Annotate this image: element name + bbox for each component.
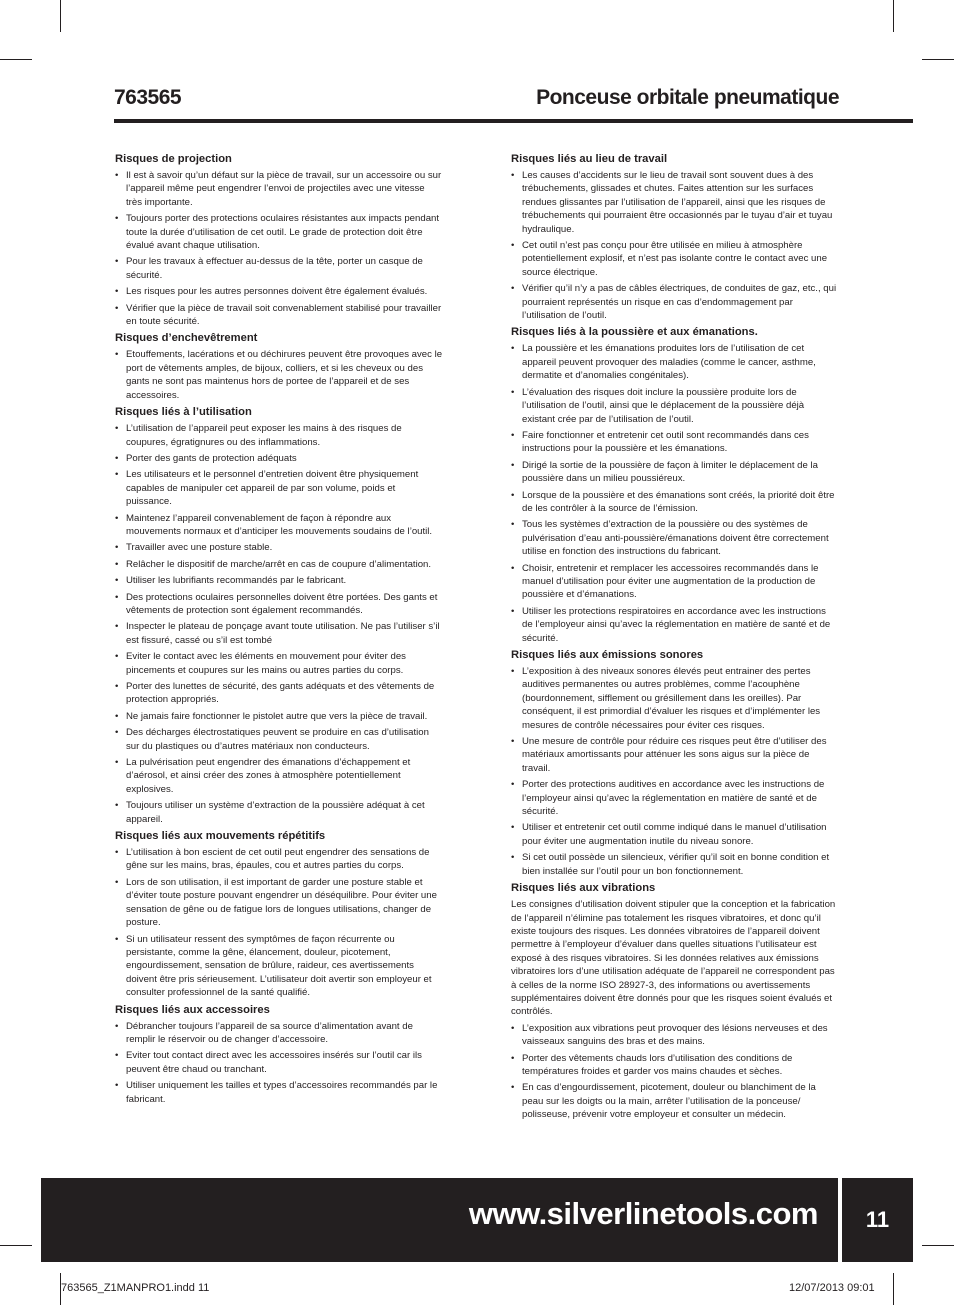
- bullet-item: • Porter des gants de protection adéquats: [115, 452, 443, 465]
- bullet-item: • Les causes d’accidents sur le lieu de travail sont souvent dues à des trébuchements, glissades et chutes. Faites attention sur les surfaces rendues glissantes par l’utilisation de l’appareil, ainsi que les risques de trébuchements qui pourraient être occasionnés par le tuyau d’air et tuyau hydraulique.: [511, 169, 839, 236]
- bullet-item: • Travailler avec une posture stable.: [115, 541, 443, 554]
- right-column: [511, 150, 839, 1125]
- bullet-item: • Lorsque de la poussière et des émanations sont créés, la priorité doit être de les contrôler à la source de l’émission.: [511, 489, 839, 516]
- crop-mark: [60, 0, 61, 32]
- section-title: Risques liés aux accessoires: [115, 1003, 270, 1016]
- bullet-item: • L’évaluation des risques doit inclure la poussière produite lors de l’utilisation de l’outil, ainsi que le déplacement de la poussière déjà existant crée par de l’utilisation de l’outil.: [511, 386, 839, 426]
- bullet-item: • Vérifier que la pièce de travail soit convenablement stabilisé pour travailler en toute sécurité.: [115, 302, 443, 329]
- website-url: www.silverlinetools.com: [468, 1196, 818, 1231]
- bullet-item: • Maintenez l’appareil convenablement de façon à répondre aux mouvements normaux et d’anticiper les mouvements soudains de l’outil.: [115, 512, 443, 539]
- bullet-item: • Toujours utiliser un système d’extraction de la poussière adéquat à cet appareil.: [115, 799, 443, 826]
- crop-mark: [922, 59, 954, 60]
- bullet-item: • Si un utilisateur ressent des symptômes de façon récurrente ou persistante, comme la gêne, élancement, douleur, picotement, engourdissement, sensation de brûlure, raideur, ces avertissements doivent être pris sérieusement. L’utilisateur doit avertir son employeur et consulter professionnel de la santé qualifié.: [115, 933, 443, 1000]
- bullet-item: • Inspecter le plateau de ponçage avant toute utilisation. Ne pas l’utiliser s’il est fissuré, cassé ou s’il est tombé: [115, 620, 443, 647]
- crop-mark: [893, 1273, 894, 1305]
- bullet-list: [511, 1022, 839, 1122]
- product-code: 763565: [114, 86, 182, 109]
- bullet-item: • Cet outil n’est pas conçu pour être utilisée en milieu à atmosphère potentiellement explosif, et n’est pas isolante contre le contact avec une source électrique.: [511, 239, 839, 279]
- crop-mark: [922, 1245, 954, 1246]
- bullet-item: • Utiliser les protections respiratoires en accordance avec les instructions de l’employeur ainsi qu’avec la réglementation en matière de santé et de sécurité.: [511, 605, 839, 645]
- bullet-list: [511, 169, 839, 322]
- bullet-item: • L’utilisation à bon escient de cet outil peut engendrer des sensations de gêne sur les mains, bras, épaules, cou et autres parties du corps.: [115, 846, 443, 873]
- bullet-item: • Tous les systèmes d’extraction de la poussière ou des systèmes de pulvérisation d’eau anti-poussière/émanations doivent être correctement utilise en fonction des instructions du fabricant.: [511, 518, 839, 558]
- bullet-item: • Dirigé la sortie de la poussière de façon à limiter le déplacement de la poussière dans un milieu poussiéreux.: [511, 459, 839, 486]
- bullet-item: • Utiliser et entretenir cet outil comme indiqué dans le manuel d’utilisation pour éviter une augmentation inutile du niveau sonore.: [511, 821, 839, 848]
- bullet-item: • La pulvérisation peut engendrer des émanations d’échappement et d’aérosol, et ainsi créer des zones à atmosphère potentiellement explosives.: [115, 756, 443, 796]
- section-title: Risques de projection: [115, 153, 232, 165]
- bullet-item: • Des décharges électrostatiques peuvent se produire en cas d’utilisation sur du plastiques ou d’autres matériaux non conducteurs.: [115, 726, 443, 753]
- page-number: 11: [865, 1207, 890, 1232]
- bullet-item: • Utiliser les lubrifiants recommandés par le fabricant.: [115, 574, 443, 587]
- left-column: [115, 150, 443, 1109]
- bullet-item: • Faire fonctionner et entretenir cet outil sont recommandés dans ces instructions pour la poussière et les émanations.: [511, 429, 839, 456]
- section-title: Risques liés aux vibrations: [511, 882, 656, 895]
- bullet-item: • Choisir, entretenir et remplacer les accessoires recommandés dans le manuel d’utilisation pour éviter une augmentation de la production de poussière et d’émanations.: [511, 562, 839, 602]
- footer-bar: [41, 1178, 913, 1262]
- bullet-list: [115, 169, 443, 328]
- bullet-item: • Lors de son utilisation, il est important de garder une posture stable et d’éviter toute posture pouvant engendrer un déséquilibre. Pour éviter une sensation de gêne ou de fatigue lors de longues utilisations, changer de posture.: [115, 876, 443, 930]
- bullet-item: • Les utilisateurs et le personnel d’entretien doivent être physiquement capables de manipuler cet appareil de par son volume, poids et puissance.: [115, 468, 443, 508]
- bullet-item: • L’exposition aux vibrations peut provoquer des lésions nerveuses et des vaisseaux sanguins des bras et des mains.: [511, 1022, 839, 1049]
- section-title: Risques liés au lieu de travail: [511, 153, 668, 165]
- header-divider: [114, 119, 913, 123]
- bullet-item: • Toujours porter des protections oculaires résistantes aux impacts pendant toute la durée d’utilisation de cet outil. Le grade de protection doit être évalué avant chaque utilisation.: [115, 212, 443, 252]
- bullet-item: • Pour les travaux à effectuer au-dessus de la tête, porter un casque de sécurité.: [115, 255, 443, 282]
- bullet-item: • Il est à savoir qu’un défaut sur la pièce de travail, sur un accessoire ou sur l’appareil même peut engendrer l’envoi de projectiles avec une vitesse très importante.: [115, 169, 443, 209]
- bullet-item: • Débrancher toujours l’appareil de sa source d’alimentation avant de remplir le réservoir ou de changer d’accessoire.: [115, 1020, 443, 1047]
- section-title: Risques d’enchevêtrement: [115, 332, 258, 345]
- bullet-item: • Porter des vêtements chauds lors d’utilisation des conditions de températures froides et garder vos mains chaudes et sèches.: [511, 1052, 839, 1079]
- bullet-list: [115, 348, 443, 402]
- bullet-list: [511, 665, 839, 878]
- section-title: Risques liés aux émissions sonores: [511, 649, 704, 661]
- bullet-item: • La poussière et les émanations produites lors de l’utilisation de cet appareil peuvent provoquer des maladies (comme le cancer, asthme, dermatite et d’anomalies congénitales).: [511, 342, 839, 382]
- print-slug-datetime: 12/07/2013 09:01: [789, 1282, 875, 1294]
- bullet-item: • Utiliser uniquement les tailles et types d’accessoires recommandés par le fabricant.: [115, 1079, 443, 1106]
- bullet-item: • Eviter le contact avec les éléments en mouvement pour éviter des pincements et coupures sur les mains ou autres parties du corps.: [115, 650, 443, 677]
- section-title: Risques liés à la poussière et aux émanations.: [511, 326, 758, 339]
- bullet-list: [115, 846, 443, 999]
- bullet-item: • Des protections oculaires personnelles doivent être portées. Des gants et vêtements de protection sont également recommandés.: [115, 591, 443, 618]
- bullet-item: • Les risques pour les autres personnes doivent être également évalués.: [115, 285, 443, 298]
- crop-mark: [0, 1245, 32, 1246]
- bullet-item: • Ne jamais faire fonctionner le pistolet autre que vers la pièce de travail.: [115, 710, 443, 723]
- bullet-item: • Porter des lunettes de sécurité, des gants adéquats et des vêtements de protection appropriés.: [115, 680, 443, 707]
- bullet-item: • En cas d’engourdissement, picotement, douleur ou blanchiment de la peau sur les doigts ou la main, arrêter l’utilisation de la ponceuse/ polisseuse, prévenir votre employeur et consulter un médecin.: [511, 1081, 839, 1121]
- bullet-item: • Si cet outil possède un silencieux, vérifier qu’il soit en bonne condition et bien installée sur l’outil pour un bon fonctionnement.: [511, 851, 839, 878]
- bullet-list: [511, 342, 839, 645]
- bullet-item: • Etouffements, lacérations et ou déchirures peuvent être provoques avec le port de vêtements amples, de bijoux, colliers, et si les cheveux ou des gants ne sont pas maintenus hors de portee de l’appareil et de ses accessoires.: [115, 348, 443, 402]
- page-title: Ponceuse orbitale pneumatique: [536, 86, 839, 109]
- bullet-list: [115, 1020, 443, 1106]
- bullet-item: • L’exposition à des niveaux sonores élevés peut entrainer des pertes auditives permanentes ou autres problèmes, comme l’acouphène (bourdonnement, sifflement ou grésillement dans les oreilles). Par conséquent, il est primordial d’évaluer les risques et d’implémenter les mesures de contrôle nécessaires pour éviter ces risques.: [511, 665, 839, 732]
- bullet-item: • Porter des protections auditives en accordance avec les instructions de l’employeur ainsi qu’avec la réglementation en matière de santé et de sécurité.: [511, 778, 839, 818]
- crop-mark: [0, 59, 32, 60]
- section-title: Risques liés à l’utilisation: [115, 406, 252, 419]
- section-title: Risques liés aux mouvements répétitifs: [115, 830, 326, 843]
- bullet-list: [115, 422, 443, 826]
- crop-mark: [893, 0, 894, 32]
- section-paragraph: Les consignes d’utilisation doivent stipuler que la conception et la fabrication de l’appareil n’élimine pas totalement les risques vibratoires, et donc qu’il existe toujours des risques. Les données vibratoires de l’appareil doivent permettre à l’employeur d’évaluer dans quelles situations l’utilisateur est exposé à des risques vibratoires. Si les données relatives aux émissions vibratoires lors d’une utilisation adéquate de l’appareil ne correspondent pas à celles de la norme ISO 28927-3, des informations ou avertissements supplémentaires doivent être donnés pour que les risques soient évalués et contrôlés.: [511, 899, 836, 1018]
- bullet-item: • L’utilisation de l’appareil peut exposer les mains à des risques de coupures, égratignures ou des inflammations.: [115, 422, 443, 449]
- bullet-item: • Vérifier qu’il n’y a pas de câbles électriques, de conduites de gaz, etc., qui pourraient représentés un risque en cas d’endommagement par l’utilisation de l’outil.: [511, 282, 839, 322]
- bullet-item: • Eviter tout contact direct avec les accessoires insérés sur l’outil car ils peuvent être chaud ou tranchant.: [115, 1049, 443, 1076]
- bullet-item: • Une mesure de contrôle pour réduire ces risques peut être d’utiliser des matériaux amortissants pour atténuer les sons aigus sur la pièce de travail.: [511, 735, 839, 775]
- print-slug-file: 763565_Z1MANPRO1.indd 11: [61, 1282, 210, 1294]
- bullet-item: • Relâcher le dispositif de marche/arrêt en cas de coupure d’alimentation.: [115, 558, 443, 571]
